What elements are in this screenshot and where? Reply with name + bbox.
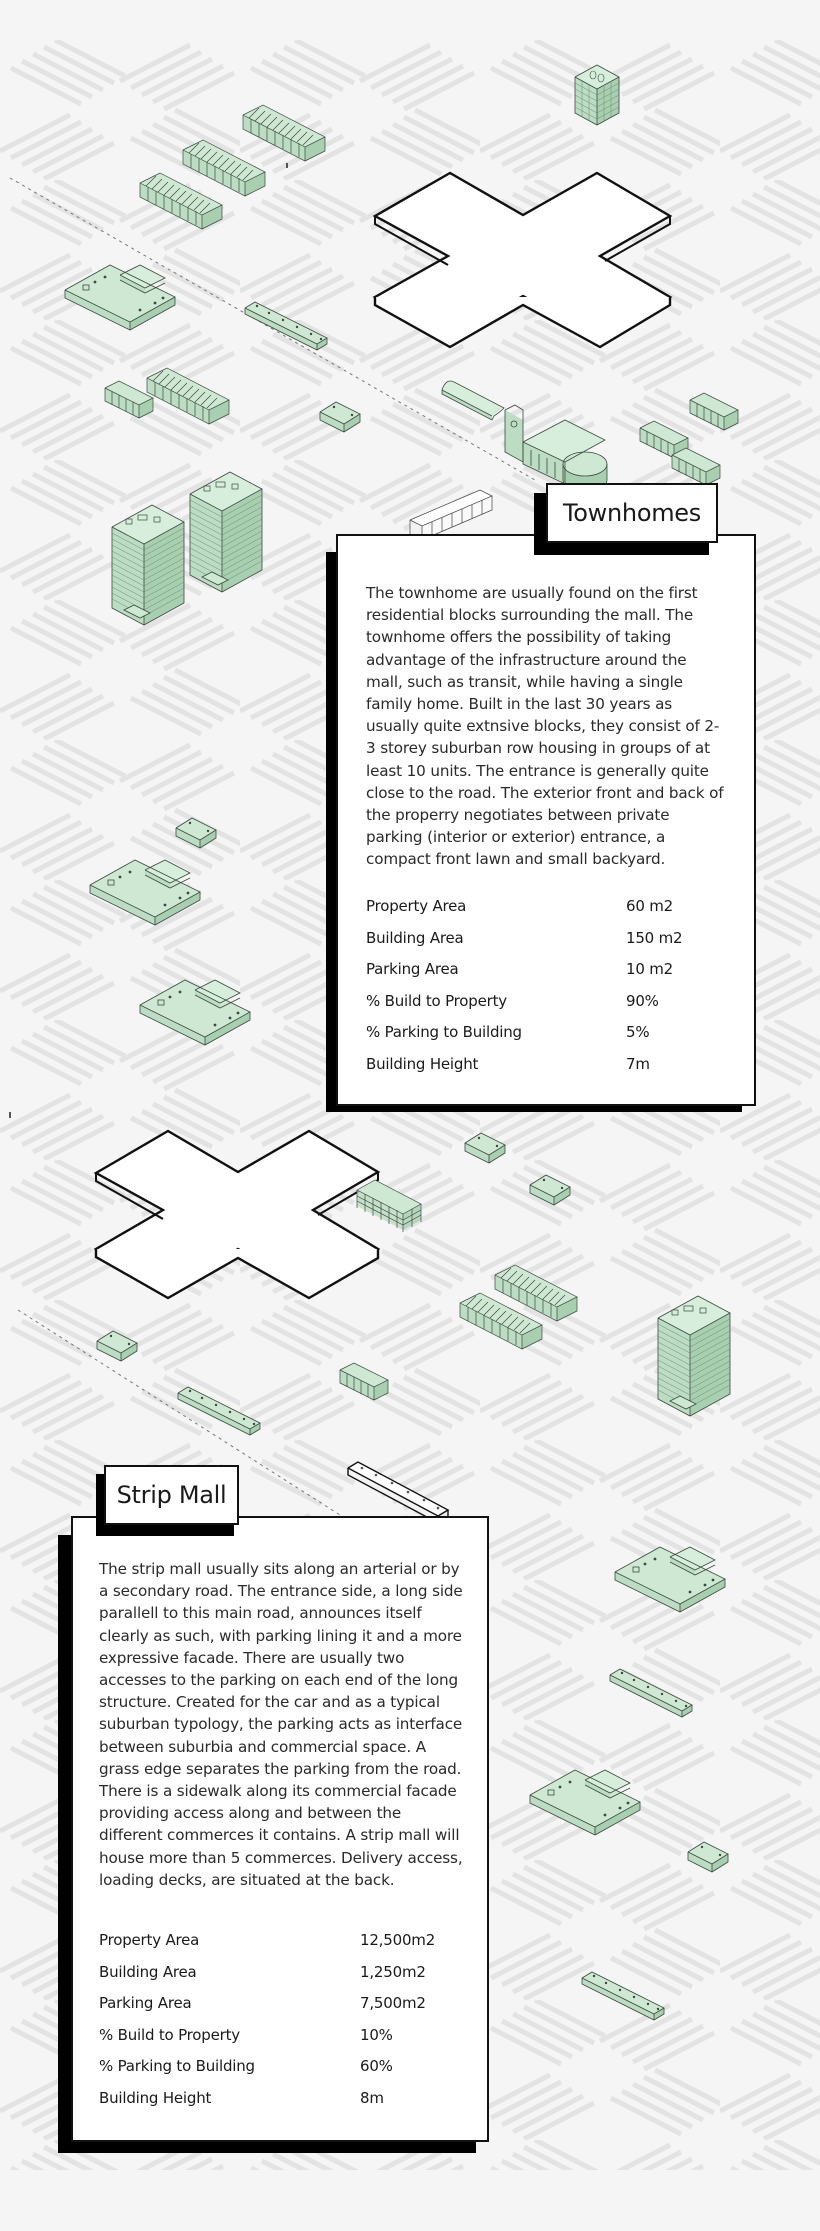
townhomes-title-text: Townhomes	[563, 499, 701, 527]
strip-mall-title-text: Strip Mall	[116, 1481, 227, 1509]
stat-row: % Parking to Building 5%	[366, 1023, 650, 1041]
stat-row: Parking Area 10 m2	[366, 960, 674, 978]
stat-row: % Build to Property 10%	[99, 2025, 393, 2044]
townhomes-stats-table	[366, 897, 726, 1086]
stat-row: Building Height 8m	[99, 2088, 384, 2107]
strip-mall-title	[104, 1465, 239, 1525]
stat-row: Building Area 150 m2	[366, 928, 683, 947]
strip-mall-description: The strip mall usually sits along an arterial or by a secondary road. The entrance side, a long side parallell to this main road, announces itself clearly as such, with parking lining it and a more expressive facade. There are usually two accesses to the parking on each end of the long structure. Created for the car and as a typical suburban typology, the parking acts as interface between suburbia and commercial space. A grass edge separates the parking from the road. There is a sidewalk along its commercial facade providing access along and between the different commerces it contains. A strip mall will house more than 5 commerces. Delivery access, loading decks, are situated at the back.	[99, 1560, 463, 1889]
stat-row: Parking Area 7,500m2	[99, 1994, 426, 2012]
stat-row: % Build to Property 90%	[366, 991, 659, 1010]
townhomes-title	[546, 483, 718, 543]
stat-row: % Parking to Building 60%	[99, 2057, 393, 2075]
stat-row: Building Area 1,250m2	[99, 1962, 426, 1981]
strip-mall-stats-table	[99, 1931, 465, 2120]
townhomes-description: The townhome are usually found on the first residential blocks surrounding the mall. The townhome offers the possibility of taking advantage of the infrastructure around the mall, such as transit, while having a single family home. Built in the last 30 years as usually quite extnsive blocks, they consist of 2-3 storey suburban row housing in groups of at least 10 units. The entrance is generally quite close to the road. The exterior front and back of the properry negotiates between private parking (interior or exterior) entrance, a compact front lawn and small backyard.	[366, 584, 724, 869]
stat-row: Property Area 60 m2	[366, 897, 674, 915]
stat-row: Building Height 7m	[366, 1054, 650, 1073]
stat-row: Property Area 12,500m2	[99, 1931, 436, 1949]
